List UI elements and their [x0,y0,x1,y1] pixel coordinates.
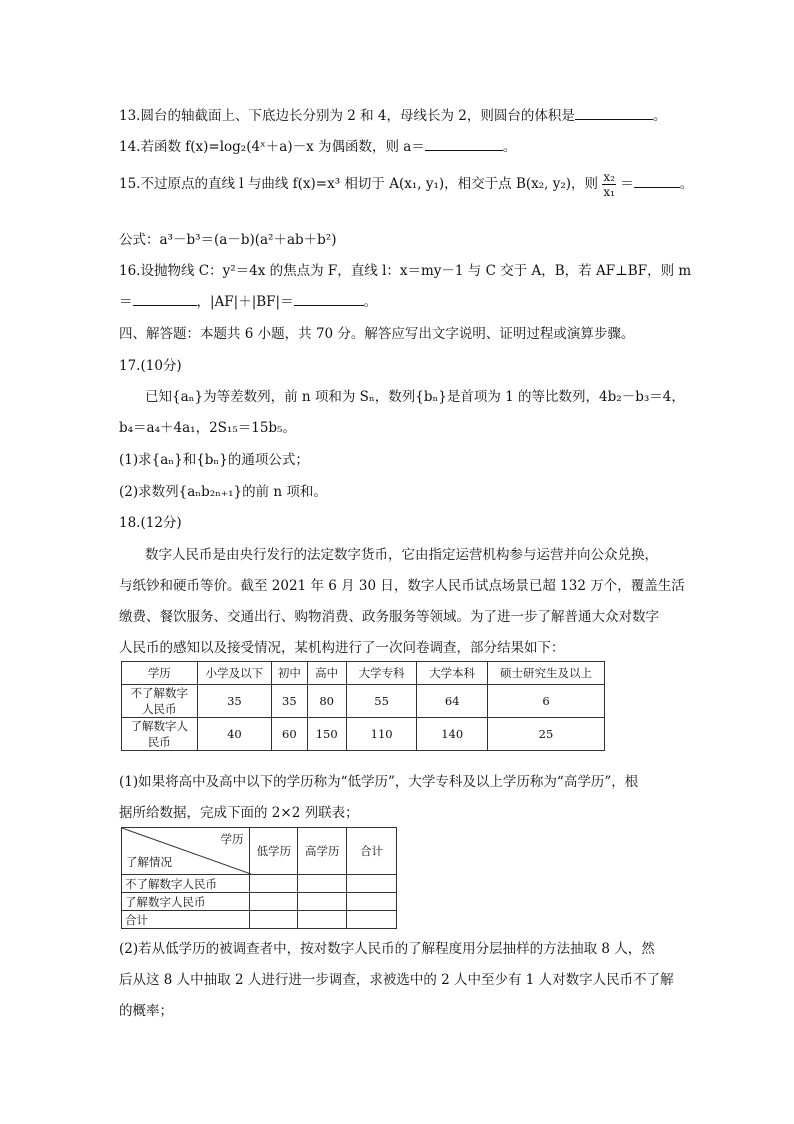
empty-cell [347,911,397,929]
answer-blank [634,186,680,188]
fraction: $\frac{\text{x₂}}{\text{x₁}}$ [603,170,615,199]
row-label: 了解数字人民币 [122,893,250,911]
table-cell: 6 [487,685,604,718]
answer-blank [425,149,503,151]
question-18-stem: 人民币的感知以及接受情况，某机构进行了一次问卷调查，部分结果如下： [119,640,565,656]
empty-cell [250,911,298,929]
survey-table [121,661,605,751]
table-cell: 140 [417,718,488,751]
empty-cell [250,893,298,911]
empty-cell [298,875,347,893]
row-label: 合计 [122,911,250,929]
answer-blank [575,118,653,120]
table-cell: 80 [307,685,346,718]
section-heading: 四、解答题：本题共 6 小题，共 70 分。解答应写出文字说明、证明过程或演算步骤。 [119,326,635,342]
table-cell: 150 [307,718,346,751]
diagonal-header-cell [122,828,250,875]
empty-cell [347,893,397,911]
empty-cell [298,911,347,929]
question-18-part2: 的概率； [119,1003,173,1019]
answer-blank [294,304,364,306]
row-label: 不了解数字 人民币 [122,685,198,718]
question-17-header: 17.(10分) [119,358,182,374]
table-cell: 40 [197,718,272,751]
question-18-stem: 数字人民币是由央行发行的法定数字货币，它由指定运营机构参与运营并向公众兑换， [145,547,658,563]
question-18-part1: 据所给数据，完成下面的 2×2 列联表； [119,805,359,821]
table-header: 大学专科 [346,662,417,685]
table-cell: 110 [346,718,417,751]
question-17-stem: b₄＝a₄＋4a₁，2S₁₅＝15b₅。 [119,420,296,436]
table-cell: 55 [346,685,417,718]
table-row [122,911,397,929]
question-14: 14.若函数 f(x)=log₂(4ˣ＋a)－x 为偶函数，则 a＝ 。 [119,139,517,155]
corner-label-bottom: 了解情况 [126,855,172,869]
table-header: 高学历 [298,828,347,875]
question-16-line1: 16.设抛物线 C：y²＝4x 的焦点为 F，直线 l：x＝my－1 与 C 交于 A，B，若 AF⊥BF，则 m [119,263,692,279]
empty-cell [298,893,347,911]
table-header: 初中 [272,662,307,685]
question-18-part2: 后从这 8 人中抽取 2 人进行进一步调查，求被选中的 2 人中至少有 1 人对数字人民币不了解 [119,972,674,988]
table-cell: 25 [487,718,604,751]
question-16-line2: ＝ ，|AF|＋|BF|＝ 。 [119,294,378,310]
table-header-row [122,662,605,685]
row-label: 了解数字人 民币 [122,718,198,751]
question-15: 15.不过原点的直线 l 与曲线 f(x)=x³ 相切于 A(x₁, y₁)，相交于点 B(x₂, y₂)，则 $\frac{\text{x₂}}{\text{x₁}}$ ＝ 。 [119,170,694,199]
question-18-stem: 缴费、餐饮服务、交通出行、购物消费、政务服务等领域。为了进一步了解普通大众对数字 [119,609,659,625]
table-row [122,718,605,751]
table-header: 低学历 [250,828,298,875]
table-row [122,875,397,893]
table-cell: 60 [272,718,307,751]
answer-blank [133,304,197,306]
question-18-part2: (2)若从低学历的被调查者中，按对数字人民币的了解程度用分层抽样的方法抽取 8 人，然 [119,941,655,957]
table-cell: 35 [197,685,272,718]
table-cell: 64 [417,685,488,718]
empty-cell [347,875,397,893]
row-label: 不了解数字人民币 [122,875,250,893]
table-row [122,685,605,718]
question-17-stem: 已知{aₙ}为等差数列，前 n 项和为 Sₙ，数列{bₙ}是首项为 1 的等比数列，4b₂－b₃＝4， [145,389,685,405]
question-18-part1: (1)如果将高中及高中以下的学历称为“低学历”，大学专科及以上学历称为“高学历”，根 [119,774,639,790]
question-18-stem: 与纸钞和硬币等价。截至 2021 年 6 月 30 日，数字人民币试点场景已超 132 万个，覆盖生活 [119,578,685,594]
table-header: 大学本科 [417,662,488,685]
question-13: 13.圆台的轴截面上、下底边长分别为 2 和 4，母线长为 2，则圆台的体积是 。 [119,108,667,124]
question-18-header: 18.(12分) [119,515,182,531]
table-header: 小学及以下 [197,662,272,685]
contingency-table [121,827,397,929]
table-header: 合计 [347,828,397,875]
empty-cell [250,875,298,893]
table-header: 高中 [307,662,346,685]
table-row [122,893,397,911]
formula-hint: 公式：a³－b³＝(a－b)(a²＋ab＋b²) [119,232,337,248]
table-header: 硕士研究生及以上 [487,662,604,685]
corner-label-top: 学历 [220,832,244,846]
table-header-row [122,828,397,875]
question-17-part1: (1)求{aₙ}和{bₙ}的通项公式； [119,452,309,468]
table-cell: 35 [272,685,307,718]
question-17-part2: (2)求数列{aₙb₂ₙ₊₁}的前 n 项和。 [119,484,327,500]
table-header: 学历 [122,662,198,685]
